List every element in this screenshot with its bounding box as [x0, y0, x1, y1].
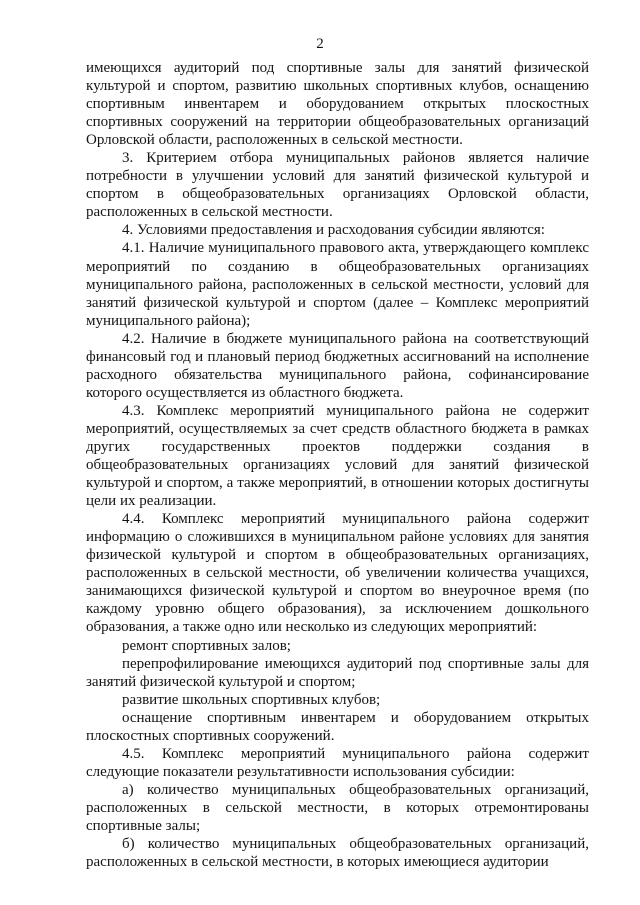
- paragraph-item-4-4: 4.4. Комплекс мероприятий муниципального района содержит информацию о сложившихся в муниципальном районе условиях для занятия физической культурой и спортом в общеобразовательных организациях, расположенных в сельской местности, об увеличении количества учащихся, занимающихся физической культурой и спортом во внеурочное время (по каждому уровню общего образования), за исключением дошкольного образования, а также одно или несколько из следующих мероприятий:: [86, 511, 589, 636]
- list-item-reprofiling: перепрофилирование имеющихся аудиторий под спортивные залы для занятий физической культурой и спортом;: [86, 655, 589, 690]
- page-number: 2: [316, 36, 324, 52]
- paragraph-item-3: 3. Критерием отбора муниципальных районов является наличие потребности в улучшении условий для занятий физической культурой и спортом в общеобразовательных организациях Орловской области, расположенных в сельской местности.: [86, 150, 589, 221]
- paragraph-continuation: имеющихся аудиторий под спортивные залы для занятий физической культурой и спортом, развитию школьных спортивных клубов, оснащению спортивным инвентарем и оборудованием открытых плоскостных спортивных сооружений на территории общеобразовательных организаций Орловской области, расположенных в сельской местности.: [86, 60, 589, 149]
- paragraph-item-4-1: 4.1. Наличие муниципального правового акта, утверждающего комплекс мероприятий по созданию в общеобразовательных организациях муниципального района, расположенных в сельской местности, условий для занятий физической культурой и спортом (далее – Комплекс мероприятий муниципального района);: [86, 240, 589, 329]
- list-item-equipment: оснащение спортивным инвентарем и оборудованием открытых плоскостных спортивных сооружений.: [86, 709, 589, 744]
- paragraph-item-4-2: 4.2. Наличие в бюджете муниципального района на соответствующий финансовый год и плановый период бюджетных ассигнований на исполнение расходного обязательства муниципального района, софинансирование которого осуществляется из областного бюджета.: [86, 330, 589, 401]
- paragraph-item-4-5: 4.5. Комплекс мероприятий муниципального района содержит следующие показатели результативности использования субсидии:: [86, 745, 589, 780]
- indicator-b: б) количество муниципальных общеобразовательных организаций, расположенных в сельской местности, в которых имеющиеся аудитории: [86, 836, 589, 871]
- list-item-clubs: развитие школьных спортивных клубов;: [122, 691, 381, 708]
- indicator-a: а) количество муниципальных общеобразовательных организаций, расположенных в сельской местности, в которых отремонтированы спортивные залы;: [86, 781, 589, 834]
- paragraph-item-4-3: 4.3. Комплекс мероприятий муниципального района не содержит мероприятий, осуществляемых за счет средств областного бюджета в рамках других государственных проектов поддержки создания в общеобразовательных организациях условий для занятий физической культурой и спортом, а также мероприятий, в отношении которых достигнуты цели их реализации.: [86, 402, 589, 510]
- paragraph-item-4: 4. Условиями предоставления и расходования субсидии являются:: [122, 222, 545, 239]
- document-body: [86, 59, 589, 871]
- list-item-repair: ремонт спортивных залов;: [122, 637, 291, 654]
